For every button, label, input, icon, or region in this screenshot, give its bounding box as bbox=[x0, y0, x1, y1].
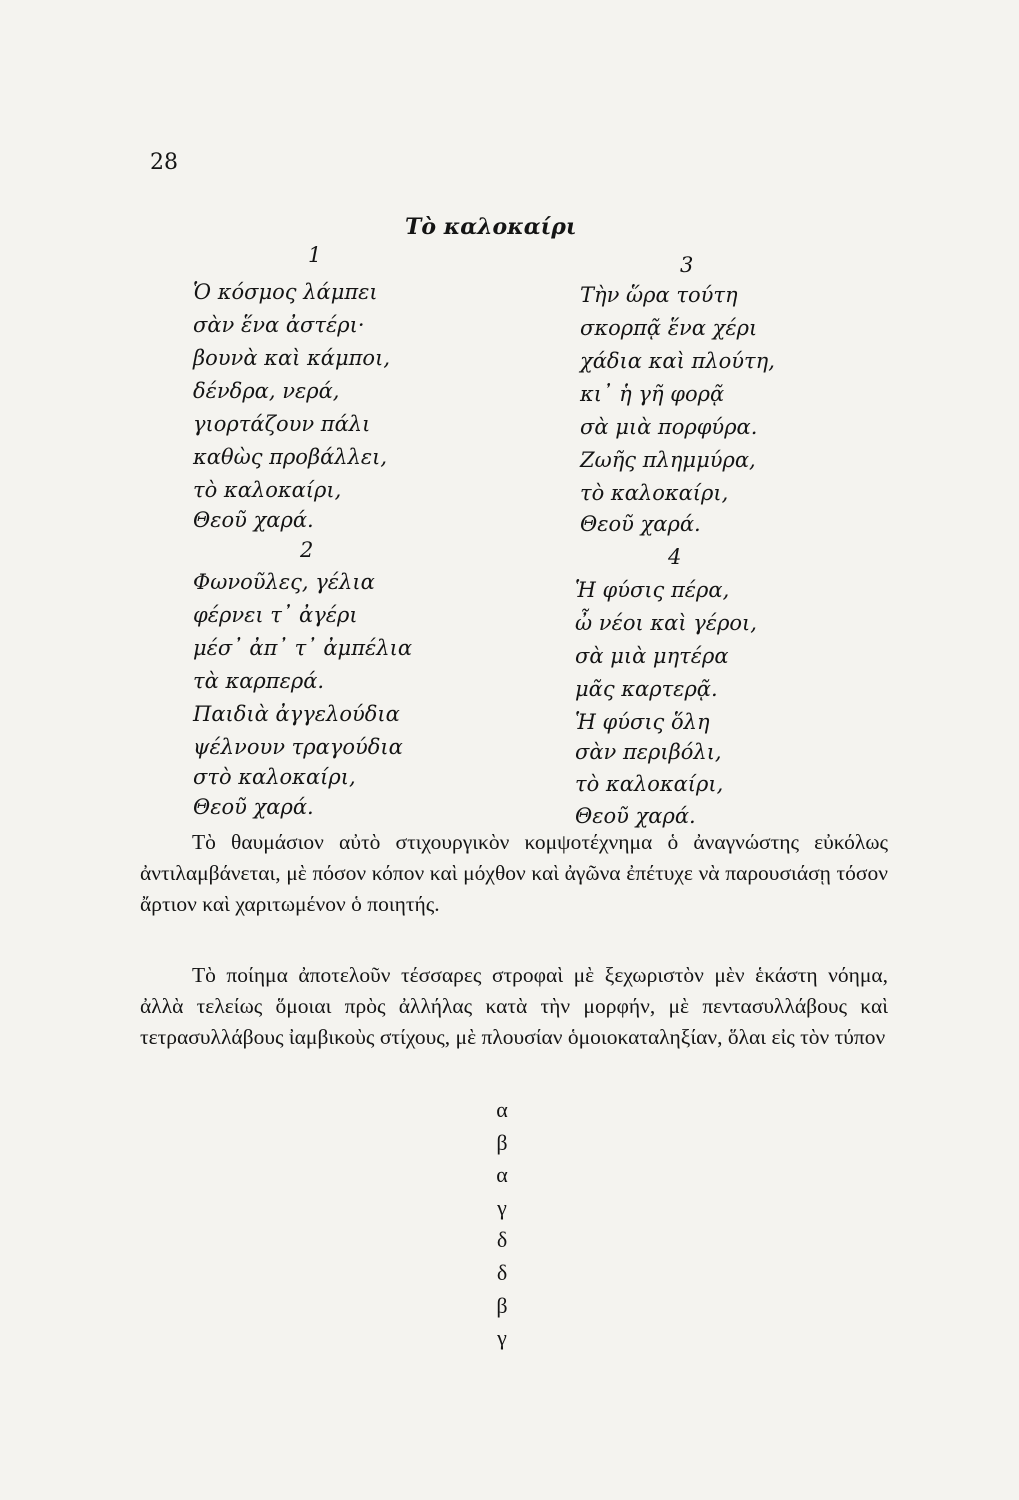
paragraph-text: Τὸ θαυμάσιον αὐτὸ στιχουργικὸν κομψοτέχνημα ὁ ἀναγνώστης εὐκόλως ἀντιλαμβάνεται, μὲ πόσον κόπον καὶ μόχθον καὶ ἀγῶνα ἐπέτυχε νὰ παρουσιάσῃ τόσον ἄρτιον καὶ χαριτωμένον ὁ ποιητής. bbox=[140, 830, 888, 916]
verse-line: τὸ καλοκαίρι, bbox=[580, 481, 729, 505]
rhyme-letter: γ bbox=[497, 1194, 507, 1220]
stanza-number: 1 bbox=[308, 243, 322, 267]
verse-line: δένδρα, νερά, bbox=[193, 379, 340, 403]
verse-line: καθὼς προβάλλει, bbox=[193, 445, 388, 469]
rhyme-letter: β bbox=[496, 1292, 508, 1318]
verse-line: μᾶς καρτερᾷ. bbox=[575, 677, 718, 701]
verse-line: χάδια καὶ πλούτη, bbox=[580, 349, 775, 373]
verse-line: Θεοῦ χαρά. bbox=[193, 508, 314, 532]
verse-line: Θεοῦ χαρά. bbox=[575, 804, 696, 828]
rhyme-letter: δ bbox=[496, 1227, 508, 1253]
verse-line: Παιδιὰ ἀγγελούδια bbox=[193, 702, 400, 726]
rhyme-letter: β bbox=[496, 1129, 508, 1155]
rhyme-scheme bbox=[487, 1094, 517, 1355]
verse-line: Τὴν ὥρα τούτη bbox=[580, 283, 738, 307]
verse-line: σὰ μιὰ μητέρα bbox=[575, 644, 729, 668]
page-number: 28 bbox=[150, 150, 178, 175]
verse-line: Θεοῦ χαρά. bbox=[580, 512, 701, 536]
verse-line: σκορπᾷ ἕνα χέρι bbox=[580, 316, 758, 340]
verse-line: σὰν ἕνα ἀστέρι· bbox=[193, 313, 365, 337]
verse-line: φέρνει τ᾽ ἀγέρι bbox=[193, 603, 358, 627]
verse-line: Ἡ φύσις πέρα, bbox=[575, 578, 730, 602]
rhyme-letter: α bbox=[496, 1097, 508, 1122]
verse-line: γιορτάζουν πάλι bbox=[193, 412, 371, 436]
verse-line: σὰ μιὰ πορφύρα. bbox=[580, 415, 758, 439]
verse-line: Ὁ κόσμος λάμπει bbox=[193, 280, 378, 304]
verse-line: ὦ νέοι καὶ γέροι, bbox=[575, 611, 757, 635]
verse-line: Θεοῦ χαρά. bbox=[193, 795, 314, 819]
verse-line: τὰ καρπερά. bbox=[193, 669, 325, 693]
rhyme-letter: δ bbox=[496, 1259, 508, 1285]
stanza-number: 2 bbox=[300, 538, 314, 562]
verse-line: κι᾽ ἡ γῆ φορᾷ bbox=[580, 382, 725, 406]
verse-line: σὰν περιβόλι, bbox=[575, 740, 722, 764]
verse-line: μέσ᾽ ἀπ᾽ τ᾽ ἀμπέλια bbox=[193, 636, 413, 660]
rhyme-letter: α bbox=[496, 1162, 508, 1188]
stanza-number: 4 bbox=[668, 545, 682, 569]
verse-line: Φωνοῦλες, γέλια bbox=[193, 570, 375, 594]
verse-line: τὸ καλοκαίρι, bbox=[575, 772, 724, 796]
poem-title: Τὸ καλοκαίρι bbox=[405, 214, 577, 240]
commentary-paragraph-1 bbox=[140, 827, 888, 920]
verse-line: Ἡ φύσις ὅλη bbox=[575, 710, 710, 734]
paragraph-text: Τὸ ποίημα ἀποτελοῦν τέσσαρες στροφαὶ μὲ ξεχωριστὸν μὲν ἑκάστη νόημα, ἀλλὰ τελείως ὅμοιαι πρὸς ἀλλήλας κατὰ τὴν μορφήν, μὲ πεντασυλλάβους καὶ τετρασυλλάβους ἰαμβικοὺς στίχους, μὲ πλουσίαν ὁμοιοκαταληξίαν, ὅλαι εἰς τὸν τύπον bbox=[140, 963, 888, 1049]
stanza-number: 3 bbox=[680, 253, 694, 277]
verse-line: Ζωῆς πλημμύρα, bbox=[580, 448, 756, 472]
verse-line: στὸ καλοκαίρι, bbox=[193, 765, 356, 789]
rhyme-letter: γ bbox=[497, 1325, 507, 1351]
commentary-paragraph-2 bbox=[140, 960, 888, 1053]
verse-line: τὸ καλοκαίρι, bbox=[193, 478, 342, 502]
verse-line: ψέλνουν τραγούδια bbox=[193, 735, 403, 759]
verse-line: βουνὰ καὶ κάμποι, bbox=[193, 346, 390, 370]
